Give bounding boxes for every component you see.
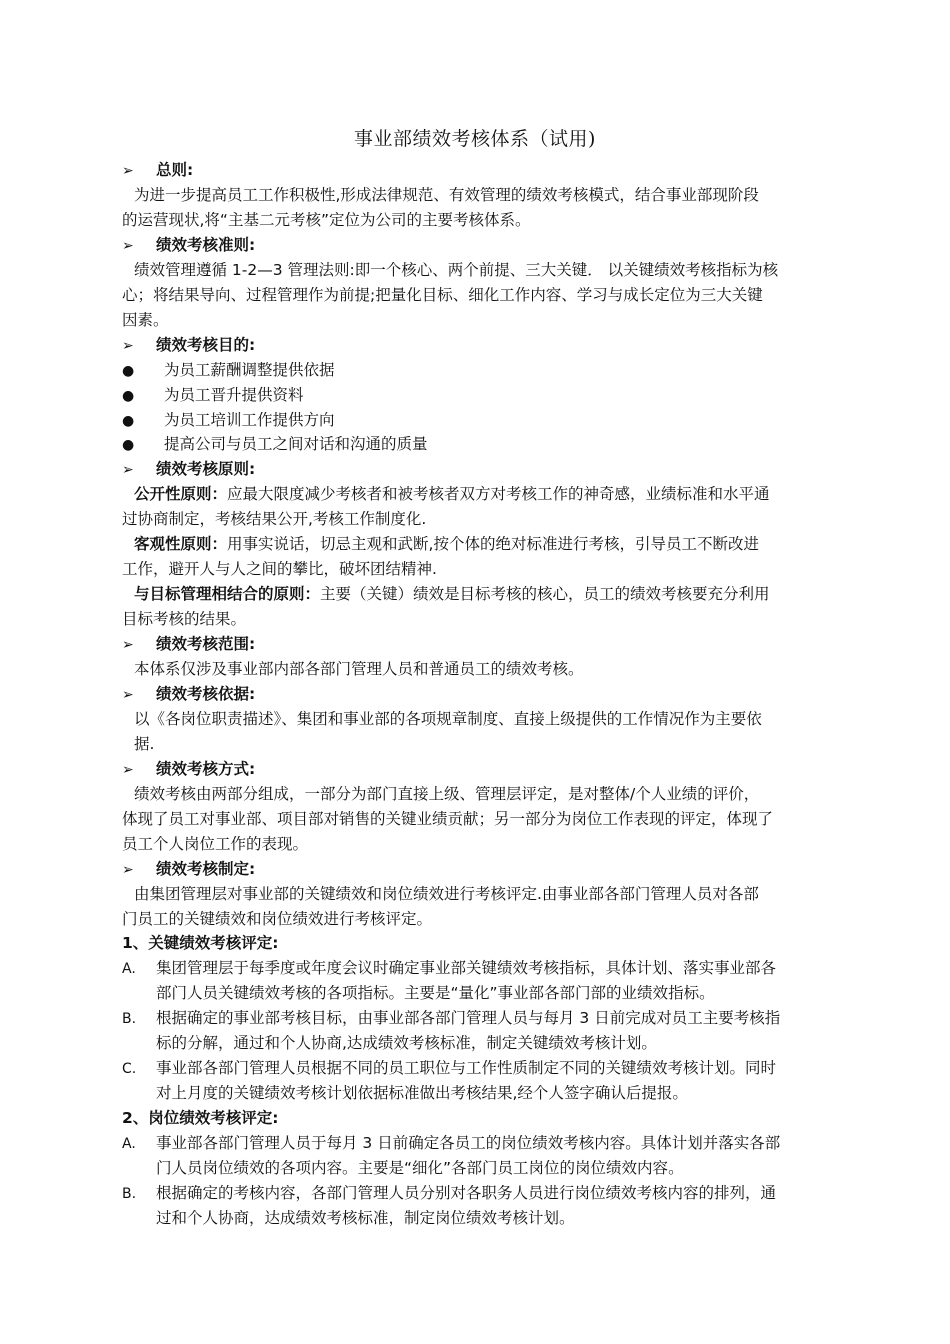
bullet-text: 为员工晋升提供资料 xyxy=(164,385,304,404)
principle-paragraph xyxy=(122,534,759,554)
section-text: 1、关键绩效考核评定: xyxy=(122,934,279,953)
section-heading xyxy=(122,335,255,356)
item-letter: A. xyxy=(122,961,136,978)
paragraph-text: 门员工的关键绩效和岗位绩效进行考核评定。 xyxy=(122,909,433,928)
arrow-bullet-icon: ➢ xyxy=(122,861,134,878)
heading-text: 绩效考核方式: xyxy=(156,759,256,778)
item-text: 过和个人协商，达成绩效考核标准，制定岗位绩效考核计划。 xyxy=(156,1208,575,1227)
paragraph-text: 本体系仅涉及事业部内部各部门管理人员和普通员工的绩效考核。 xyxy=(134,660,584,678)
item-text: 对上月度的关键绩效考核计划依据标准做出考核结果,经个人签字确认后提报。 xyxy=(156,1084,688,1103)
item-text: 门人员岗位绩效的各项内容。主要是“细化”各部门员工岗位的岗位绩效内容。 xyxy=(156,1159,684,1177)
principle-text: 用事实说话，切忌主观和武断,按个体的绝对标准进行考核，引导员工不断改进 xyxy=(227,535,759,554)
section-heading xyxy=(122,160,193,181)
section-heading xyxy=(122,684,255,705)
item-letter: B. xyxy=(122,1185,137,1202)
dot-bullet-icon: ● xyxy=(122,387,135,404)
principle-label: 公开性原则： xyxy=(134,485,228,504)
lettered-item-continuation xyxy=(122,1208,575,1228)
paragraph-continuation xyxy=(122,285,763,305)
paragraph-text: 过协商制定，考核结果公开,考核工作制度化. xyxy=(122,510,427,529)
bullet-item xyxy=(122,410,335,431)
item-letter: C. xyxy=(122,1061,137,1078)
bullet-item xyxy=(122,360,335,381)
item-text: 事业部各部门管理人员根据不同的员工职位与工作性质制定不同的关键绩效考核计划。同时 xyxy=(156,1059,777,1078)
bullet-text: 为员工培训工作提供方向 xyxy=(164,410,335,429)
paragraph-line xyxy=(122,260,778,280)
heading-text: 绩效考核范围: xyxy=(156,635,256,654)
paragraph-continuation xyxy=(122,909,432,929)
bullet-text: 提高公司与员工之间对话和沟通的质量 xyxy=(164,435,428,454)
paragraph-line xyxy=(122,884,759,904)
paragraph-text: 绩效考核由两部分组成，一部分为部门直接上级、管理层评定，是对整体/个人业绩的评价， xyxy=(134,784,760,803)
heading-text: 绩效考核原则: xyxy=(156,460,256,479)
arrow-bullet-icon: ➢ xyxy=(122,637,134,654)
principle-label: 与目标管理相结合的原则： xyxy=(134,585,321,604)
lettered-item-continuation xyxy=(122,1083,688,1103)
paragraph-text: 工作，避开人与人之间的攀比，破坏团结精神. xyxy=(122,560,437,579)
lettered-item xyxy=(122,958,776,979)
bullet-text: 为员工薪酬调整提供依据 xyxy=(164,360,335,379)
section-heading xyxy=(122,235,255,256)
paragraph-text: 目标考核的结果。 xyxy=(122,610,247,629)
item-text: 集团管理层于每季度或年度会议时确定事业部关键绩效考核指标，具体计划、落实事业部各 xyxy=(156,959,777,978)
dot-bullet-icon: ● xyxy=(122,362,135,379)
heading-text: 绩效考核制定: xyxy=(156,859,256,878)
lettered-item xyxy=(122,1183,776,1204)
heading-text: 绩效考核准则: xyxy=(156,235,256,254)
paragraph-text: 由集团管理层对事业部的关键绩效和岗位绩效进行考核评定.由事业部各部门管理人员对各部 xyxy=(134,884,759,903)
lettered-item xyxy=(122,1008,780,1029)
heading-text: 总则: xyxy=(156,161,194,179)
lettered-item xyxy=(122,1058,776,1079)
paragraph-continuation xyxy=(122,609,246,629)
arrow-bullet-icon: ➢ xyxy=(122,237,134,254)
bullet-item xyxy=(122,434,428,455)
item-text: 事业部各部门管理人员于每月 3 日前确定各员工的岗位绩效考核内容。具体计划并落实各部 xyxy=(156,1134,781,1153)
lettered-item-continuation xyxy=(122,1033,657,1053)
item-letter: A. xyxy=(122,1136,136,1153)
paragraph-continuation xyxy=(122,310,169,330)
section-heading xyxy=(122,759,255,780)
paragraph-text: 以《各岗位职责描述》、集团和事业部的各项规章制度、直接上级提供的工作情况作为主要依 xyxy=(134,709,762,728)
principle-text: 主要（关键）绩效是目标考核的核心，员工的绩效考核要充分利用 xyxy=(320,585,770,604)
heading-text: 绩效考核依据: xyxy=(156,684,256,703)
lettered-item-continuation xyxy=(122,1158,684,1178)
paragraph-line xyxy=(122,709,762,729)
heading-text: 绩效考核目的: xyxy=(156,335,256,354)
principle-paragraph xyxy=(122,584,770,604)
item-text: 根据确定的事业部考核目标，由事业部各部门管理人员与每月 3 日前完成对员工主要考核指 xyxy=(156,1009,781,1028)
paragraph-line xyxy=(122,659,584,679)
arrow-bullet-icon: ➢ xyxy=(122,462,134,479)
paragraph-line xyxy=(122,185,759,205)
paragraph-text: 因素。 xyxy=(122,310,169,329)
arrow-bullet-icon: ➢ xyxy=(122,337,134,354)
principle-paragraph xyxy=(122,484,770,504)
paragraph-text: 据. xyxy=(134,734,155,753)
section-text: 2、岗位绩效考核评定: xyxy=(122,1109,279,1128)
dot-bullet-icon: ● xyxy=(122,412,135,429)
paragraph-continuation xyxy=(122,559,437,579)
arrow-bullet-icon: ➢ xyxy=(122,163,134,179)
paragraph-text: 为进一步提高员工工作积极性,形成法律规范、有效管理的绩效考核模式，结合事业部现阶段 xyxy=(134,185,759,204)
section-heading xyxy=(122,459,255,480)
principle-label: 客观性原则： xyxy=(134,535,228,554)
paragraph-continuation xyxy=(122,210,531,230)
arrow-bullet-icon: ➢ xyxy=(122,686,134,703)
paragraph-text: 体现了员工对事业部、项目部对销售的关键业绩贡献；另一部分为岗位工作表现的评定，体现了 xyxy=(122,809,774,828)
section-heading xyxy=(122,634,255,655)
lettered-item-continuation xyxy=(122,983,715,1003)
section-heading xyxy=(122,859,255,880)
item-text: 标的分解，通过和个人协商,达成绩效考核标准，制定关键绩效考核计划。 xyxy=(156,1034,657,1053)
item-letter: B. xyxy=(122,1011,137,1028)
paragraph-continuation xyxy=(122,509,426,529)
numbered-section-heading xyxy=(122,933,278,953)
bullet-item xyxy=(122,385,304,406)
item-text: 根据确定的考核内容，各部门管理人员分别对各职务人员进行岗位绩效考核内容的排列，通 xyxy=(156,1183,777,1202)
dot-bullet-icon: ● xyxy=(122,437,135,454)
numbered-section-heading xyxy=(122,1108,278,1128)
item-text: 部门人员关键绩效考核的各项指标。主要是“量化”事业部各部门部的业绩效指标。 xyxy=(156,984,715,1003)
paragraph-line xyxy=(122,734,154,754)
paragraph-text: 员工个人岗位工作的表现。 xyxy=(122,834,309,853)
paragraph-line xyxy=(122,784,759,804)
lettered-item xyxy=(122,1133,780,1154)
arrow-bullet-icon: ➢ xyxy=(122,761,134,778)
paragraph-continuation xyxy=(122,809,773,829)
document-title: 事业部绩效考核体系（试用) xyxy=(354,128,596,150)
paragraph-text: 绩效管理遵循 1-2—3 管理法则:即一个核心、两个前提、三大关键． 以关键绩效考核指标为核 xyxy=(134,260,779,279)
paragraph-text: 的运营现状,将“主基二元考核”定位为公司的主要考核体系。 xyxy=(122,210,531,229)
paragraph-text: 心；将结果导向、过程管理作为前提;把量化目标、细化工作内容、学习与成长定位为三大关键 xyxy=(122,285,763,304)
paragraph-continuation xyxy=(122,834,308,854)
principle-text: 应最大限度减少考核者和被考核者双方对考核工作的神奇感，业绩标准和水平通 xyxy=(227,485,770,504)
